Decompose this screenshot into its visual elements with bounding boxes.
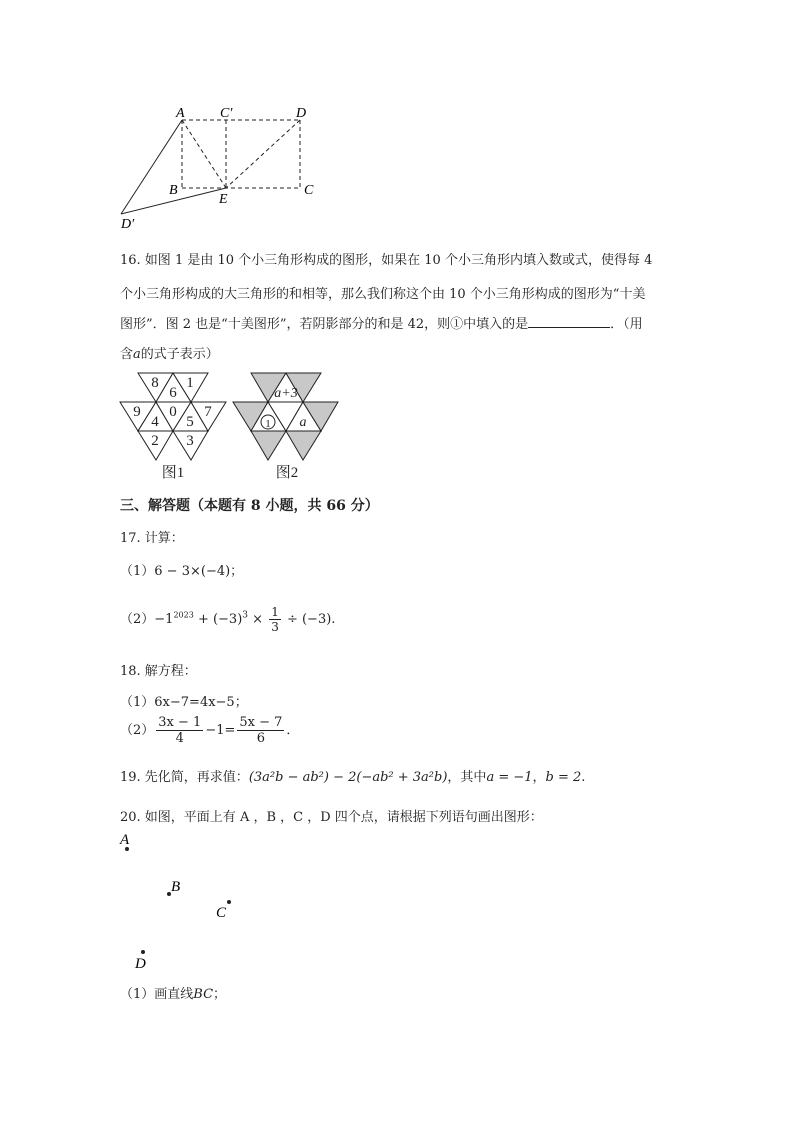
fig1-num-3: 3 <box>186 433 194 449</box>
q18-part-2-label: （2） <box>120 723 155 738</box>
label-E: E <box>219 192 228 207</box>
q17-exp-2023: 2023 <box>173 610 194 620</box>
point-C-label: C <box>216 905 227 921</box>
q16-line-1: 16. 如图 1 是由 10 个小三角形构成的图形，如果在 10 个小三角形内填入数或式，使得每 4 <box>120 253 653 268</box>
fig1-num-6: 6 <box>169 385 177 401</box>
label-C-prime: C′ <box>220 106 233 121</box>
q16-line-2: 个小三角形构成的大三角形的和相等，那么我们称这个由 10 个小三角形构成的图形为“十美 <box>120 287 646 302</box>
q16-line-3-end: ．（用 <box>610 317 643 332</box>
q18-part-2-mid: −1= <box>205 723 236 738</box>
fig1-num-1: 1 <box>186 375 194 391</box>
q17-part-2-a: −1 <box>154 612 174 627</box>
q19-expression: (3a²b − ab²) − 2(−ab² + 3a²b) <box>248 770 448 785</box>
point-D-dot <box>141 950 145 954</box>
q19-text-b: ，其中 <box>447 770 487 785</box>
q17-title: 17. 计算： <box>120 531 184 546</box>
q20-part-1-var: BC <box>193 987 214 1002</box>
q20-part-1-label: （1） <box>120 987 155 1002</box>
q16-line-4-var: a <box>133 347 141 362</box>
q19-cond-b: b = 2 <box>545 770 582 785</box>
fig2-a: a <box>299 415 307 430</box>
point-C-dot <box>227 900 231 904</box>
q16-line-4-a: 含 <box>120 347 134 362</box>
q20-part-1 <box>120 983 226 1002</box>
point-B-label: B <box>171 879 181 895</box>
label-B: B <box>169 183 178 198</box>
q18-frac2-den: 6 <box>256 731 266 746</box>
q18-part-2-end: ． <box>286 723 300 738</box>
section-3-heading: 三、解答题（本题有 8 小题，共 66 分） <box>120 498 379 514</box>
q17-part-1-label: （1） <box>120 564 155 579</box>
label-D-prime: D′ <box>121 217 135 232</box>
q17-exp-3: 3 <box>242 610 249 621</box>
q16-line-3-text: 图形”．图 2 也是“十美图形”，若阴影部分的和是 42，则①中填入的是 <box>120 317 529 332</box>
q19-end: . <box>581 770 586 785</box>
q18-frac1-num: 3x − 1 <box>158 715 202 730</box>
q17-frac-den: 3 <box>271 620 279 634</box>
q18-title: 18. 解方程： <box>120 664 197 679</box>
fig2-caption: 图2 <box>275 465 299 481</box>
q20-part-1-text: 画直线 <box>154 987 194 1002</box>
q18-frac1-den: 4 <box>175 731 184 746</box>
q17-part-2-label: （2） <box>120 612 155 627</box>
q20-part-1-end: ； <box>213 987 227 1002</box>
q17-part-2-d: ÷ (−3). <box>282 612 336 627</box>
q17-part-1-expr: 6 − 3×(−4)； <box>154 564 244 579</box>
fig1-num-4: 4 <box>151 414 159 430</box>
fig2-circle-num: 1 <box>265 418 271 430</box>
label-D: D <box>296 106 307 121</box>
fig1-caption: 图1 <box>161 465 185 481</box>
q19-cond-a: a = −1 <box>486 770 533 785</box>
q17-part-2-b: + (−3) <box>193 612 243 627</box>
point-A-label: A <box>120 832 130 848</box>
fig1-num-0: 0 <box>169 404 177 420</box>
q18-part-1-label: （1） <box>120 695 155 710</box>
label-A: A <box>176 106 185 121</box>
point-D-label: D <box>135 956 146 972</box>
q20-text: 20. 如图，平面上有 A ，B ，C ，D 四个点，请根据下列语句画出图形： <box>120 810 543 825</box>
q19-text-a: 19. 先化简，再求值： <box>120 770 249 785</box>
q18-frac2-num: 5x − 7 <box>239 715 283 730</box>
label-C: C <box>304 183 314 198</box>
fig2-expr: a+3 <box>274 386 298 401</box>
fig1-num-9: 9 <box>133 404 141 420</box>
q16-line-4-b: 的式子表示） <box>140 347 219 362</box>
q17-frac-num: 1 <box>271 605 279 619</box>
fig1-num-5: 5 <box>186 414 194 430</box>
fig1-num-8: 8 <box>151 375 159 391</box>
q17-part-2-c: × <box>248 612 268 627</box>
fig1-num-7: 7 <box>204 404 212 420</box>
q18-part-1-expr: 6x−7=4x−5； <box>154 695 248 710</box>
fig1-num-2: 2 <box>151 433 159 449</box>
q19-sep: ， <box>532 770 546 785</box>
